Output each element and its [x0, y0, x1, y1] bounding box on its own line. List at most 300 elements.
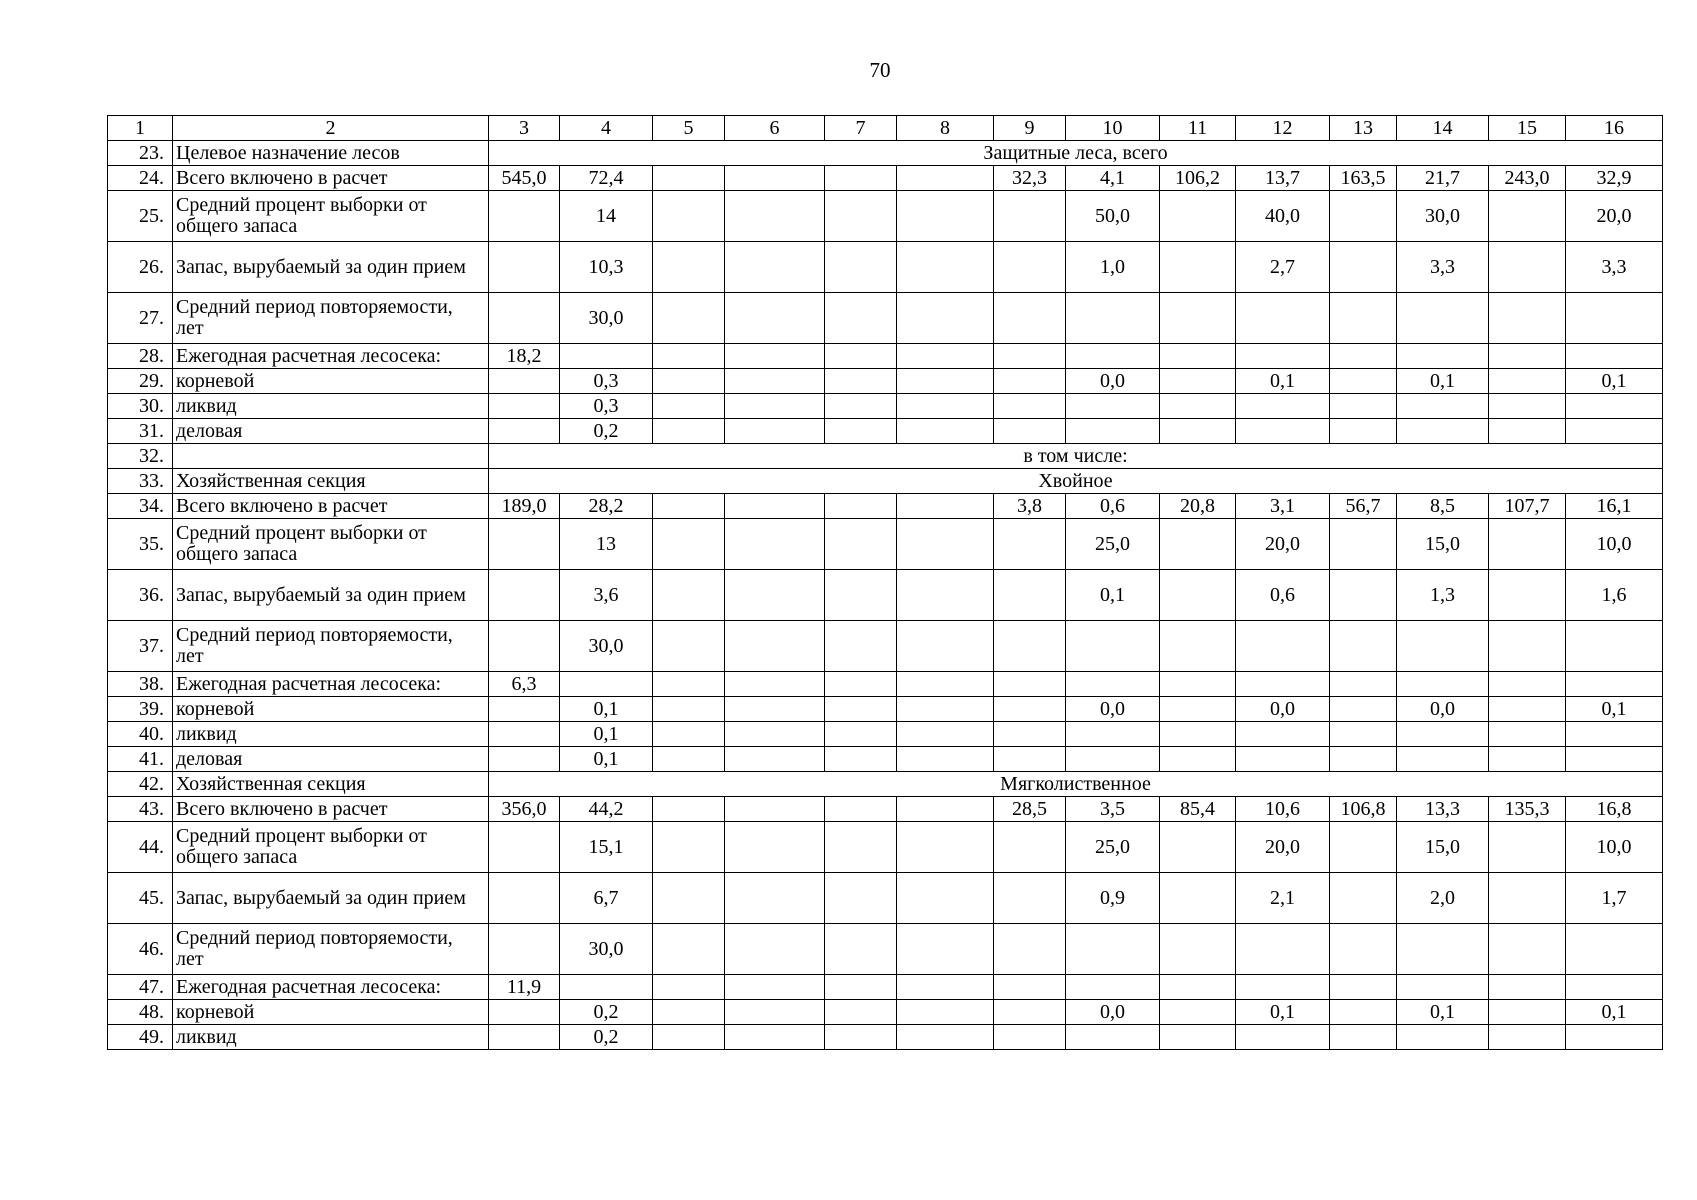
data-cell: 0,0 [1066, 1000, 1160, 1025]
row-number: 34. [108, 494, 173, 519]
data-cell [1160, 924, 1236, 975]
data-cell [1160, 747, 1236, 772]
data-cell: 0,0 [1397, 697, 1489, 722]
data-cell [1330, 672, 1397, 697]
data-cell [725, 494, 825, 519]
data-cell: 18,2 [489, 344, 560, 369]
data-cell [825, 519, 897, 570]
data-cell [1066, 1025, 1160, 1050]
data-cell: 356,0 [489, 797, 560, 822]
data-cell [994, 519, 1066, 570]
row-number: 37. [108, 621, 173, 672]
data-cell [1397, 293, 1489, 344]
data-cell [1066, 672, 1160, 697]
row-number: 23. [108, 141, 173, 166]
data-cell: 40,0 [1236, 191, 1330, 242]
data-cell [1066, 747, 1160, 772]
data-cell [1566, 394, 1663, 419]
data-cell: 0,2 [560, 419, 653, 444]
data-cell [489, 519, 560, 570]
data-cell: 8,5 [1397, 494, 1489, 519]
data-cell: 25,0 [1066, 519, 1160, 570]
data-cell [1330, 873, 1397, 924]
page-number: 70 [869, 58, 891, 82]
data-cell [725, 570, 825, 621]
row-label: Средний процент выборки от общего запаса [173, 191, 489, 242]
table-row [108, 344, 1663, 369]
data-cell [1160, 191, 1236, 242]
data-cell: 28,5 [994, 797, 1066, 822]
data-cell [1236, 419, 1330, 444]
data-cell [1160, 570, 1236, 621]
data-cell: 32,9 [1566, 166, 1663, 191]
data-cell [1330, 191, 1397, 242]
data-cell [725, 797, 825, 822]
row-number: 45. [108, 873, 173, 924]
row-number: 35. [108, 519, 173, 570]
data-cell: 135,3 [1489, 797, 1566, 822]
data-cell: 1,0 [1066, 242, 1160, 293]
data-cell [994, 975, 1066, 1000]
row-label: Ежегодная расчетная лесосека: [173, 672, 489, 697]
data-cell [994, 394, 1066, 419]
data-cell: 163,5 [1330, 166, 1397, 191]
data-cell [1489, 344, 1566, 369]
data-cell [897, 697, 994, 722]
row-number: 27. [108, 293, 173, 344]
row-number: 33. [108, 469, 173, 494]
row-label: Средний период повторяемости, лет [173, 621, 489, 672]
data-cell [1397, 394, 1489, 419]
section-heading: Хвойное [489, 469, 1663, 494]
table-row [108, 772, 1663, 797]
data-cell [489, 369, 560, 394]
data-cell [1489, 975, 1566, 1000]
data-cell [653, 672, 725, 697]
table-row [108, 494, 1663, 519]
table-row [108, 924, 1663, 975]
row-label: Хозяйственная секция [173, 772, 489, 797]
data-cell: 3,6 [560, 570, 653, 621]
data-cell [825, 394, 897, 419]
row-label: Ежегодная расчетная лесосека: [173, 344, 489, 369]
table-row [108, 621, 1663, 672]
data-cell [489, 873, 560, 924]
data-cell [897, 191, 994, 242]
data-cell: 16,1 [1566, 494, 1663, 519]
data-cell [725, 1025, 825, 1050]
data-cell [1397, 747, 1489, 772]
data-cell [1566, 621, 1663, 672]
data-cell [1330, 570, 1397, 621]
data-cell [1566, 722, 1663, 747]
data-cell [825, 369, 897, 394]
data-cell: 3,8 [994, 494, 1066, 519]
row-label: Запас, вырубаемый за один прием [173, 242, 489, 293]
data-cell [897, 1025, 994, 1050]
data-cell [653, 1000, 725, 1025]
data-cell [725, 369, 825, 394]
data-cell [1330, 822, 1397, 873]
row-number: 26. [108, 242, 173, 293]
data-cell: 0,0 [1066, 697, 1160, 722]
row-label: деловая [173, 419, 489, 444]
data-cell [1236, 747, 1330, 772]
data-cell: 21,7 [1397, 166, 1489, 191]
row-number: 29. [108, 369, 173, 394]
row-label: Целевое назначение лесов [173, 141, 489, 166]
data-cell [1489, 419, 1566, 444]
data-cell [825, 672, 897, 697]
data-cell [1330, 722, 1397, 747]
column-number: 4 [560, 116, 653, 141]
data-cell [897, 570, 994, 621]
data-cell [897, 672, 994, 697]
data-cell: 3,3 [1397, 242, 1489, 293]
data-cell [1566, 975, 1663, 1000]
data-cell [489, 621, 560, 672]
table-row [108, 722, 1663, 747]
data-cell [1566, 672, 1663, 697]
table-row [108, 1000, 1663, 1025]
table-row [108, 141, 1663, 166]
data-cell [489, 191, 560, 242]
data-cell [1330, 519, 1397, 570]
data-cell [725, 672, 825, 697]
data-cell: 0,1 [1566, 697, 1663, 722]
data-cell [653, 924, 725, 975]
data-cell [1330, 242, 1397, 293]
data-cell [897, 494, 994, 519]
data-cell [1160, 344, 1236, 369]
data-cell [1489, 394, 1566, 419]
data-cell: 545,0 [489, 166, 560, 191]
row-number: 44. [108, 822, 173, 873]
row-label: Средний процент выборки от общего запаса [173, 822, 489, 873]
data-cell [1489, 747, 1566, 772]
data-cell: 2,0 [1397, 873, 1489, 924]
data-cell: 107,7 [1489, 494, 1566, 519]
data-cell [489, 697, 560, 722]
data-cell [725, 344, 825, 369]
data-cell [653, 166, 725, 191]
column-number: 5 [653, 116, 725, 141]
data-cell: 20,0 [1236, 822, 1330, 873]
data-cell [1160, 1000, 1236, 1025]
row-label: Средний процент выборки от общего запаса [173, 519, 489, 570]
data-cell [1330, 975, 1397, 1000]
data-cell [560, 672, 653, 697]
data-cell [825, 570, 897, 621]
data-cell: 0,9 [1066, 873, 1160, 924]
data-cell [653, 494, 725, 519]
data-cell [1489, 242, 1566, 293]
data-cell [1566, 293, 1663, 344]
data-cell [1160, 519, 1236, 570]
data-cell [1066, 293, 1160, 344]
data-cell [1160, 873, 1236, 924]
data-cell [825, 822, 897, 873]
data-cell [897, 924, 994, 975]
data-cell [489, 1000, 560, 1025]
data-cell [653, 419, 725, 444]
data-cell [1489, 672, 1566, 697]
table-row [108, 191, 1663, 242]
table-row [108, 242, 1663, 293]
data-cell: 0,3 [560, 369, 653, 394]
row-label: Хозяйственная секция [173, 469, 489, 494]
row-number: 30. [108, 394, 173, 419]
data-cell: 0,1 [1236, 1000, 1330, 1025]
data-cell: 15,0 [1397, 822, 1489, 873]
data-cell [825, 697, 897, 722]
data-cell [489, 747, 560, 772]
row-label: Всего включено в расчет [173, 166, 489, 191]
data-cell [897, 975, 994, 1000]
row-label: ликвид [173, 1025, 489, 1050]
data-cell [725, 697, 825, 722]
data-cell [1160, 722, 1236, 747]
data-cell [825, 1000, 897, 1025]
data-cell [653, 797, 725, 822]
column-number: 14 [1397, 116, 1489, 141]
data-cell [994, 191, 1066, 242]
data-cell [1236, 394, 1330, 419]
table-row [108, 1025, 1663, 1050]
row-number: 31. [108, 419, 173, 444]
data-cell [1330, 293, 1397, 344]
data-cell [897, 1000, 994, 1025]
data-cell [1066, 394, 1160, 419]
data-cell [489, 1025, 560, 1050]
data-cell [1330, 747, 1397, 772]
data-cell [653, 722, 725, 747]
row-label: Всего включено в расчет [173, 797, 489, 822]
column-number: 9 [994, 116, 1066, 141]
row-label [173, 444, 489, 469]
data-cell [653, 747, 725, 772]
data-cell [725, 242, 825, 293]
section-heading: в том числе: [489, 444, 1663, 469]
data-cell [1489, 191, 1566, 242]
data-cell [897, 797, 994, 822]
data-cell: 11,9 [489, 975, 560, 1000]
data-cell [825, 797, 897, 822]
table-row [108, 822, 1663, 873]
data-cell: 0,3 [560, 394, 653, 419]
data-cell [1566, 924, 1663, 975]
data-cell: 0,2 [560, 1025, 653, 1050]
row-label: корневой [173, 697, 489, 722]
data-cell [1330, 1025, 1397, 1050]
data-cell: 13,3 [1397, 797, 1489, 822]
data-cell [489, 924, 560, 975]
data-cell [1330, 621, 1397, 672]
table-row [108, 747, 1663, 772]
data-cell [1066, 621, 1160, 672]
data-cell [1236, 1025, 1330, 1050]
data-cell [653, 344, 725, 369]
data-cell [994, 697, 1066, 722]
data-cell: 2,7 [1236, 242, 1330, 293]
data-cell [994, 1000, 1066, 1025]
data-cell [653, 519, 725, 570]
data-cell [1066, 924, 1160, 975]
data-cell [1397, 672, 1489, 697]
data-cell [897, 621, 994, 672]
column-number: 8 [897, 116, 994, 141]
data-cell [489, 419, 560, 444]
data-cell [994, 1025, 1066, 1050]
data-cell [489, 722, 560, 747]
data-cell [1330, 1000, 1397, 1025]
data-cell [725, 1000, 825, 1025]
data-cell: 106,2 [1160, 166, 1236, 191]
data-cell [725, 293, 825, 344]
data-cell [1489, 369, 1566, 394]
row-label: Средний период повторяемости, лет [173, 293, 489, 344]
data-cell [994, 621, 1066, 672]
data-cell: 0,6 [1066, 494, 1160, 519]
column-number: 15 [1489, 116, 1566, 141]
data-cell [994, 419, 1066, 444]
data-cell: 0,0 [1236, 697, 1330, 722]
data-cell [897, 747, 994, 772]
data-cell [1397, 419, 1489, 444]
data-cell [1489, 570, 1566, 621]
data-cell: 30,0 [560, 293, 653, 344]
data-cell [653, 369, 725, 394]
data-cell [825, 242, 897, 293]
data-cell [825, 621, 897, 672]
column-number: 10 [1066, 116, 1160, 141]
data-cell: 16,8 [1566, 797, 1663, 822]
data-cell [725, 873, 825, 924]
data-cell [725, 747, 825, 772]
data-cell [825, 924, 897, 975]
data-cell [653, 570, 725, 621]
table-row [108, 672, 1663, 697]
data-cell [994, 293, 1066, 344]
data-cell: 30,0 [560, 924, 653, 975]
data-cell [1330, 394, 1397, 419]
data-cell [1160, 293, 1236, 344]
data-cell [825, 747, 897, 772]
data-cell [897, 394, 994, 419]
data-cell [560, 344, 653, 369]
data-cell [1566, 344, 1663, 369]
row-label: ликвид [173, 722, 489, 747]
data-cell: 4,1 [1066, 166, 1160, 191]
row-label: Запас, вырубаемый за один прием [173, 873, 489, 924]
data-cell [1160, 369, 1236, 394]
data-cell [825, 1025, 897, 1050]
data-cell [1236, 722, 1330, 747]
row-label: корневой [173, 1000, 489, 1025]
data-cell [1489, 924, 1566, 975]
data-cell [825, 494, 897, 519]
data-cell: 106,8 [1330, 797, 1397, 822]
table-row [108, 444, 1663, 469]
table-row [108, 697, 1663, 722]
data-cell: 25,0 [1066, 822, 1160, 873]
row-number: 24. [108, 166, 173, 191]
data-cell [1566, 1025, 1663, 1050]
data-cell [489, 242, 560, 293]
table-row [108, 293, 1663, 344]
column-number: 12 [1236, 116, 1330, 141]
data-cell [897, 519, 994, 570]
data-cell [1397, 344, 1489, 369]
data-cell: 0,1 [1066, 570, 1160, 621]
row-number: 43. [108, 797, 173, 822]
data-cell [994, 747, 1066, 772]
table-row [108, 419, 1663, 444]
data-cell: 0,1 [1397, 369, 1489, 394]
data-cell [994, 822, 1066, 873]
data-cell [897, 242, 994, 293]
data-cell: 1,7 [1566, 873, 1663, 924]
data-cell [1566, 419, 1663, 444]
data-cell [1160, 242, 1236, 293]
row-number: 28. [108, 344, 173, 369]
data-cell [1330, 344, 1397, 369]
data-cell [1160, 975, 1236, 1000]
data-cell: 10,6 [1236, 797, 1330, 822]
data-cell [653, 697, 725, 722]
row-number: 49. [108, 1025, 173, 1050]
data-cell [1330, 419, 1397, 444]
data-cell [825, 344, 897, 369]
data-cell: 3,1 [1236, 494, 1330, 519]
data-cell: 15,1 [560, 822, 653, 873]
data-cell [725, 722, 825, 747]
row-number: 38. [108, 672, 173, 697]
data-cell [1489, 873, 1566, 924]
data-cell [725, 621, 825, 672]
data-cell [725, 419, 825, 444]
data-cell [897, 293, 994, 344]
row-number: 41. [108, 747, 173, 772]
data-cell: 28,2 [560, 494, 653, 519]
data-cell [897, 419, 994, 444]
row-label: Ежегодная расчетная лесосека: [173, 975, 489, 1000]
data-cell: 20,8 [1160, 494, 1236, 519]
data-cell [653, 293, 725, 344]
data-cell: 85,4 [1160, 797, 1236, 822]
data-cell [653, 394, 725, 419]
data-cell [1066, 344, 1160, 369]
data-cell: 0,1 [1566, 1000, 1663, 1025]
data-cell [897, 369, 994, 394]
data-cell: 20,0 [1566, 191, 1663, 242]
data-cell [1397, 924, 1489, 975]
data-cell: 0,0 [1066, 369, 1160, 394]
row-label: корневой [173, 369, 489, 394]
column-number: 13 [1330, 116, 1397, 141]
row-label: деловая [173, 747, 489, 772]
data-cell: 30,0 [1397, 191, 1489, 242]
data-cell [994, 924, 1066, 975]
data-cell [1566, 747, 1663, 772]
data-cell [1236, 975, 1330, 1000]
data-cell [897, 166, 994, 191]
data-cell: 10,0 [1566, 519, 1663, 570]
column-number: 6 [725, 116, 825, 141]
data-cell [1236, 293, 1330, 344]
data-cell: 0,1 [1566, 369, 1663, 394]
data-cell: 10,3 [560, 242, 653, 293]
